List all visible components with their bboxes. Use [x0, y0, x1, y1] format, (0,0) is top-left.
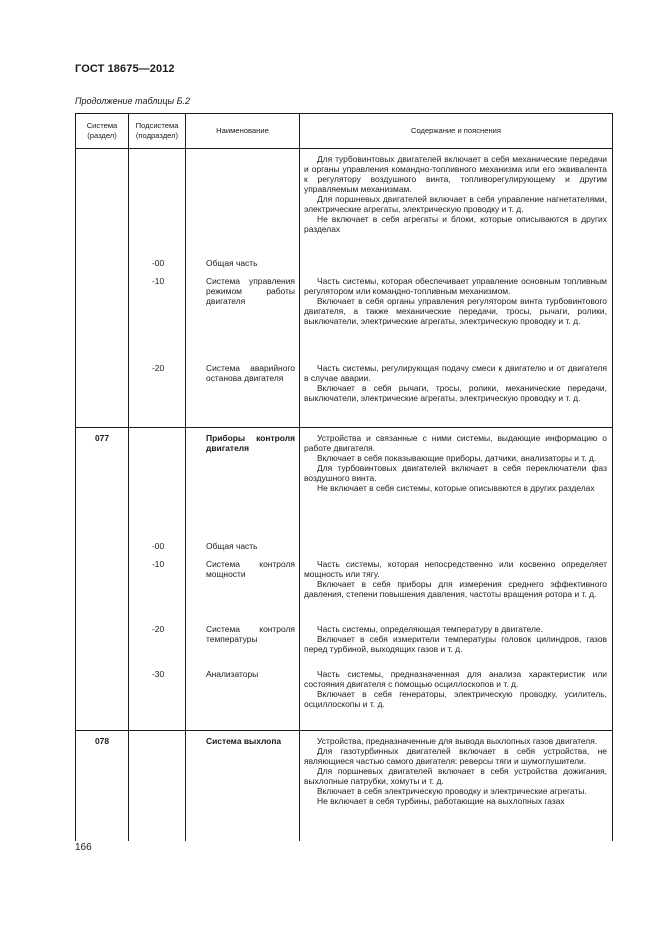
cell-content — [300, 276, 613, 363]
cell-system — [76, 276, 129, 363]
cell-content — [300, 624, 613, 669]
content-paragraph: Для турбовинтовых двигателей включает в себя переключатели фаз воздушного винта. — [304, 463, 607, 483]
classification-table — [75, 113, 613, 841]
content-paragraph: Не включает в себя турбины, работающие на выхлопных газах — [317, 796, 565, 806]
content-paragraph: Устройства и связанные с ними системы, выдающие информацию о работе двигателя. — [304, 433, 607, 453]
content-paragraph: Устройства, предназначенные для вывода выхлопных газов двигателя. — [317, 736, 598, 746]
content-paragraph: Не включает в себя агрегаты и блоки, которые описываются в других разделах — [304, 214, 607, 234]
cell-name: Приборы контроля двигателя — [186, 428, 300, 542]
content-paragraph: Для поршневых двигателей включает в себя устройства дожигания, выхлопные патрубки, хомуты и т. д. — [304, 766, 607, 786]
cell-subsystem: -30 — [129, 669, 186, 731]
cell-content — [300, 258, 613, 276]
content-paragraph: Часть системы, которая непосредственно или косвенно определяет мощность или тягу. — [304, 559, 607, 579]
cell-system — [76, 363, 129, 428]
cell-content — [300, 731, 613, 842]
cell-subsystem: -20 — [129, 363, 186, 428]
cell-subsystem — [129, 149, 186, 259]
table-row — [76, 258, 613, 276]
table-row — [76, 428, 613, 542]
content-paragraph: Включает в себя измерители температуры головок цилиндров, газов перед турбиной, выходящих газов и т. д. — [304, 634, 607, 654]
cell-system — [76, 149, 129, 259]
cell-content — [300, 541, 613, 559]
page-number: 166 — [75, 842, 92, 853]
cell-content — [300, 363, 613, 428]
table-row — [76, 276, 613, 363]
cell-subsystem: -10 — [129, 559, 186, 624]
cell-system: 078 — [76, 731, 129, 842]
content-paragraph: Часть системы, предназначенная для анализа характеристик или состояния двигателя с помощью осциллоскопов и т. д. — [304, 669, 607, 689]
table-row — [76, 149, 613, 259]
table-body — [76, 149, 613, 842]
content-paragraph: Часть системы, регулирующая подачу смеси к двигателю и от двигателя в случае аварии. — [304, 363, 607, 383]
cell-subsystem — [129, 731, 186, 842]
cell-system — [76, 624, 129, 669]
header-subsystem: Подсистема (подраздел) — [129, 114, 186, 149]
content-paragraph: Часть системы, которая обеспечивает управление основным топливным регулятором или командно-топливным механизмом. — [304, 276, 607, 296]
cell-name: Система контроля мощности — [186, 559, 300, 624]
cell-content — [300, 428, 613, 542]
cell-name: Общая часть — [186, 541, 300, 559]
cell-name: Система аварийного останова двигателя — [186, 363, 300, 428]
cell-subsystem: -00 — [129, 258, 186, 276]
cell-system — [76, 559, 129, 624]
content-paragraph: Включает в себя генераторы, электрическую проводку, усилитель, осциллоскопы и т. д. — [304, 689, 607, 709]
cell-name — [186, 149, 300, 259]
header-system: Система (раздел) — [76, 114, 129, 149]
table-row — [76, 669, 613, 731]
table-row — [76, 559, 613, 624]
table-row — [76, 363, 613, 428]
content-paragraph: Включает в себя рычаги, тросы, ролики, механические передачи, выключатели, электрические агрегаты, электрическую проводку и т. д. — [304, 383, 607, 403]
content-paragraph: Включает в себя приборы для измерения среднего эффективного давления, степени повышения давления, частоты вращения ротора и т. д. — [304, 579, 607, 599]
header-content: Содержание и пояснения — [300, 114, 613, 149]
cell-name: Анализаторы — [186, 669, 300, 731]
table-header-row — [76, 114, 613, 149]
content-paragraph: Часть системы, определяющая температуру в двигателе. — [317, 624, 543, 634]
content-paragraph: Не включает в себя системы, которые описываются в других разделах — [317, 483, 595, 493]
cell-content — [300, 149, 613, 259]
cell-name: Система выхлопа — [186, 731, 300, 842]
cell-subsystem — [129, 428, 186, 542]
cell-content — [300, 559, 613, 624]
content-paragraph: Для газотурбинных двигателей включает в себя устройства, не являющиеся частью самого двигателя: реверсы тяги и шумоглушители. — [304, 746, 607, 766]
table-row — [76, 731, 613, 842]
cell-subsystem: -00 — [129, 541, 186, 559]
table-caption: Продолжение таблицы Б.2 — [75, 96, 191, 106]
cell-system — [76, 669, 129, 731]
content-paragraph: Включает в себя показывающие приборы, датчики, анализаторы и т. д. — [317, 453, 597, 463]
content-paragraph: Для поршневых двигателей включает в себя управление нагнетателями, электрические агрегаты, электрическую проводку и т. д. — [304, 194, 607, 214]
cell-subsystem: -10 — [129, 276, 186, 363]
content-paragraph: Включает в себя органы управления регулятором винта турбовинтового двигателя, а также механические передачи, тросы, рычаги, ролики, выключатели, электрические агрегаты, электрическую проводку и т. д. — [304, 296, 607, 326]
content-paragraph: Для турбовинтовых двигателей включает в себя механические передачи и органы управления командно-топливного механизма или его эквивалента к регулятору воздушного винта, топливорегулирующему и другим управляемым механизмам. — [304, 154, 607, 194]
document-id: ГОСТ 18675—2012 — [75, 63, 175, 75]
cell-subsystem: -20 — [129, 624, 186, 669]
content-paragraph: Включает в себя электрическую проводку и электрические агрегаты. — [317, 786, 587, 796]
table-row — [76, 541, 613, 559]
cell-system — [76, 541, 129, 559]
cell-name: Система управления режимом работы двигателя — [186, 276, 300, 363]
table-row — [76, 624, 613, 669]
cell-name: Общая часть — [186, 258, 300, 276]
cell-content — [300, 669, 613, 731]
cell-system: 077 — [76, 428, 129, 542]
cell-name: Система контроля температуры — [186, 624, 300, 669]
header-name: Наименование — [186, 114, 300, 149]
cell-system — [76, 258, 129, 276]
